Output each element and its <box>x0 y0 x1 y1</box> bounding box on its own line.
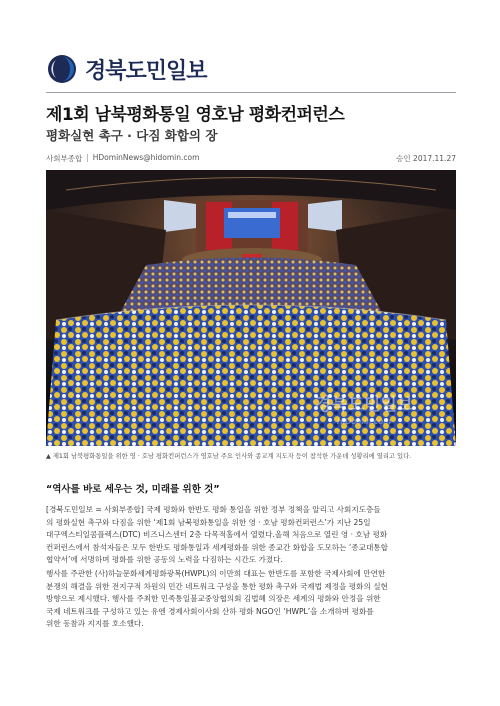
photo-watermark: 경북도민일보 <box>314 395 414 415</box>
paragraph-line: 국제 네트워크를 구성하고 있는 유엔 경제사회이사회 산하 평화 NGO인 ‘HWPL’을 소개하며 평화를 <box>46 606 374 616</box>
paragraph-line: [경북도민일보 = 사회부종합] 국제 평화와 한반도 평화 통일을 위한 정부 정책을 알리고 사회지도층들 <box>46 505 381 514</box>
paragraph-line: 대구엑스티일콤플렉스(DTC) 비즈니스센터 2층 다목적홀에서 열렸다.올해 처음으로 열린 영 · 호남 평화 <box>46 530 388 539</box>
header-divider <box>46 92 456 93</box>
paragraph-line: 컨퍼런스에서 참석자들은 모두 한반도 평화통일과 세계평화를 위한 종교간 화합을 도모하는 ‘종교대통합 <box>46 542 388 552</box>
article-headline: 제1회 남북평화통일 영호남 평화컨퍼런스 <box>46 105 345 125</box>
byline-email[interactable]: HDominNews@hidomin.com <box>92 153 200 162</box>
paragraph-line: 의 평화실현 촉구와 다짐을 위한 ‘제1회 남북평화통일을 위한 영 · 호남 평화컨퍼런스’가 지난 25일 <box>46 517 371 527</box>
masthead-logo[interactable] <box>47 50 207 88</box>
paragraph-line: 행사를 주관한 (사)하늘문화세계평화광복(HWPL)의 이만희 대표는 한반도를 포함한 국제사회에 만연한 <box>46 569 386 578</box>
section-title: “역사를 바로 세우는 것, 미래를 위한 것” <box>46 484 220 495</box>
paragraph-line: 방향으로 제시했다. 행사를 주최한 민족통일불교중앙협의회 김법혜 의장은 세계의 평화와 안정을 위한 <box>46 594 381 603</box>
article-subheadline: 평화실현 촉구 · 다짐 화합의 장 <box>46 128 218 143</box>
byline <box>46 153 456 164</box>
article-paragraph-1 <box>46 504 456 567</box>
byline-separator: | <box>86 153 89 162</box>
paragraph-line: 위한 동참과 지지를 호소했다. <box>46 619 144 628</box>
paragraph-line: 협약서’에 서명하며 평화를 위한 공동의 노력을 다짐하는 시간도 가졌다. <box>46 555 283 564</box>
paragraph-line: 분쟁의 해결을 위한 전지구적 차원의 민간 네트워크 구성을 통한 평화 촉구와 국제법 제정을 평화의 실현 <box>46 581 388 591</box>
photo-caption: ▲ 제1회 남북평화통일을 위한 영 · 호남 평화컨퍼런스가 영호남 주요 인사와 종교계 지도자 등이 참석한 가운데 성황리에 열리고 있다. <box>46 453 412 460</box>
newspaper-logo-icon <box>47 54 77 84</box>
approval-date: 승인 2017.11.27 <box>396 154 456 163</box>
article-photo <box>46 170 456 446</box>
byline-department: 사회부종합 <box>46 154 83 163</box>
photo-watermark-url: HiDomin.com <box>336 417 392 426</box>
conference-hall-image <box>46 170 456 446</box>
masthead-brand: 경북도민일보 <box>85 58 207 84</box>
article-paragraph-2 <box>46 568 456 631</box>
